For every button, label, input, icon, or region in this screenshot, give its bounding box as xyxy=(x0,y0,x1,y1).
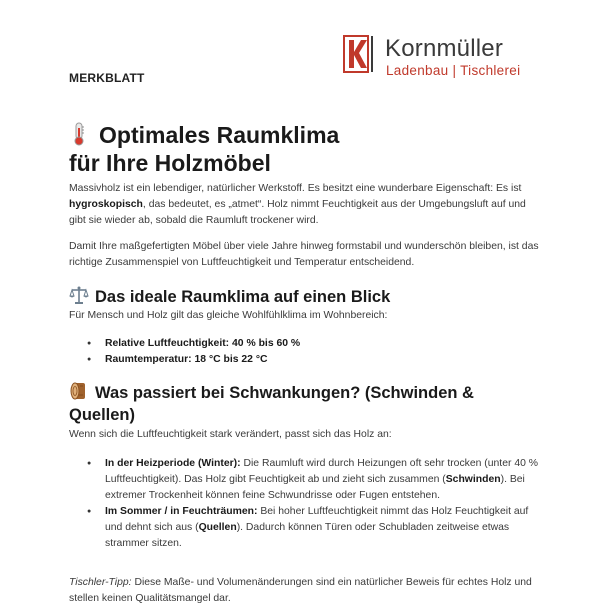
title-line-1: Optimales Raumklima xyxy=(99,122,340,148)
section-1-intro: Für Mensch und Holz gilt das gleiche Wohlfühlklima im Wohnbereich: xyxy=(69,310,388,321)
summer-text-a: Bei hoher Luftfeuchtigkeit nimmt das Holz Feuchtigkeit auf und dehnt sich aus ( xyxy=(105,506,529,533)
temperature-label: Raumtemperatur: xyxy=(105,354,192,365)
humidity-value: 40 % bis 60 % xyxy=(232,338,301,349)
winter-text-a: Die Raumluft wird durch Heizungen oft sehr trocken (unter 40 % Luftfeuchtigkeit). Das Holz gibt Feuchtigkeit ab und zieht sich zusammen ( xyxy=(105,458,539,485)
list-item xyxy=(87,352,542,368)
section-heading-schwankungen xyxy=(69,381,539,426)
winter-label: In der Heizperiode (Winter): xyxy=(105,458,241,469)
intro-text-a: Massivholz ist ein lebendiger, natürlicher Werkstoff. Es besitzt eine wunderbare Eigenschaft: Es ist xyxy=(69,183,522,194)
title-line-2: für Ihre Holzmöbel xyxy=(69,150,271,176)
document-label: MERKBLATT xyxy=(69,71,145,85)
section-2-intro: Wenn sich die Luftfeuchtigkeit stark verändert, passt sich das Holz an: xyxy=(69,429,392,440)
logo-k-mark xyxy=(343,35,377,73)
intro-keyword: hygroskopisch xyxy=(69,199,143,210)
balance-scale-icon xyxy=(69,285,89,305)
winter-text-b: ). Bei extremer Trockenheit können feine Schwundrisse oder Fugen entstehen. xyxy=(105,474,525,501)
temperature-value: 18 °C bis 22 °C xyxy=(194,354,268,365)
thermometer-icon xyxy=(69,122,91,146)
intro-text-c: , das bedeutet, es „atmet“. Holz nimmt Feuchtigkeit aus der Umgebungsluft auf und gibt sie wieder ab, sobald die Raumluft trockener wird. xyxy=(69,199,526,226)
logo-name: Kornmüller xyxy=(385,35,504,62)
company-logo xyxy=(343,35,543,79)
section-1-heading-text: Das ideale Raumklima auf einen Blick xyxy=(95,288,391,306)
logo-subtitle: Ladenbau | Tischlerei xyxy=(386,63,521,78)
summer-text-b: ). Dadurch können Türen oder Schubladen zeitweise etwas strammer sitzen. xyxy=(105,522,510,549)
list-item xyxy=(87,336,542,352)
winter-keyword: Schwinden xyxy=(445,474,501,485)
humidity-label: Relative Luftfeuchtigkeit: xyxy=(105,338,230,349)
list-item xyxy=(87,504,542,552)
list-item xyxy=(87,456,542,504)
page-title xyxy=(69,121,539,177)
intro-paragraph-1 xyxy=(69,181,544,229)
intro-paragraph-2: Damit Ihre maßgefertigten Möbel über viele Jahre hinweg formstabil und wunderschön bleiben, ist das richtige Zusammenspiel von Luftfeuchtigkeit und Temperatur entscheidend. xyxy=(69,241,539,268)
summer-label: Im Sommer / in Feuchträumen: xyxy=(105,506,258,517)
summer-keyword: Quellen xyxy=(198,522,237,533)
section-2-heading-text: Was passiert bei Schwankungen? (Schwinden & Quellen) xyxy=(69,384,474,424)
fluctuation-list xyxy=(87,456,542,552)
section-heading-raumklima xyxy=(69,285,539,308)
climate-values-list xyxy=(87,336,542,368)
wood-log-icon xyxy=(69,381,89,401)
tip-text: Diese Maße- und Volumenänderungen sind ein natürlicher Beweis für echtes Holz und stellen keinen Qualitätsmangel dar. xyxy=(69,577,532,604)
tischler-tip xyxy=(69,575,544,607)
tip-label: Tischler-Tipp: xyxy=(69,577,132,588)
